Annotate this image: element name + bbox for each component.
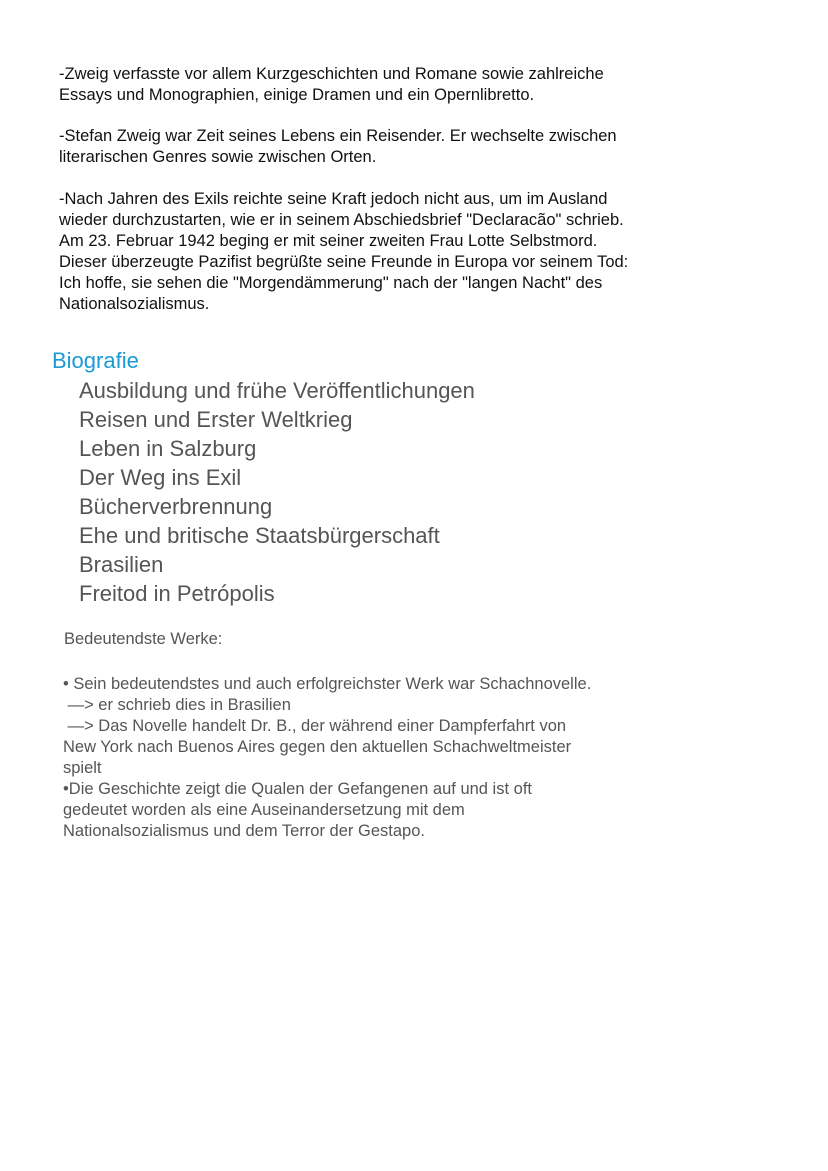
works-heading: Bedeutendste Werke: <box>64 630 223 648</box>
toc-item-salzburg[interactable]: Leben in Salzburg <box>79 436 257 461</box>
text-line: -Zweig verfasste vor allem Kurzgeschichten und Romane sowie zahlreiche <box>59 65 604 83</box>
text-line: Ich hoffe, sie sehen die "Morgendämmerung" nach der "langen Nacht" des <box>59 274 603 292</box>
toc-item-brasilien[interactable]: Brasilien <box>79 552 164 577</box>
toc-item-ausbildung[interactable]: Ausbildung und frühe Veröffentlichungen <box>79 378 475 403</box>
text-line: Nationalsozialismus. <box>59 295 210 313</box>
biografie-heading: Biografie <box>52 348 139 373</box>
works-line: •Die Geschichte zeigt die Qualen der Gefangenen auf und ist oft <box>63 780 532 798</box>
works-line: —> Das Novelle handelt Dr. B., der während einer Dampferfahrt von <box>63 717 567 735</box>
works-line: Nationalsozialismus und dem Terror der Gestapo. <box>63 822 425 840</box>
text-line: wieder durchzustarten, wie er in seinem Abschiedsbrief "Declaracão" schrieb. <box>59 211 624 229</box>
toc-item-freitod[interactable]: Freitod in Petrópolis <box>79 581 275 606</box>
text-line: literarischen Genres sowie zwischen Orten. <box>59 148 377 166</box>
toc-item-exil[interactable]: Der Weg ins Exil <box>79 465 242 490</box>
text-line: Dieser überzeugte Pazifist begrüßte seine Freunde in Europa vor seinem Tod: <box>59 253 629 271</box>
works-line: • Sein bedeutendstes und auch erfolgreichster Werk war Schachnovelle. <box>63 675 592 693</box>
works-line: gedeutet worden als eine Auseinandersetzung mit dem <box>63 801 465 819</box>
biografie-toc <box>79 376 475 608</box>
works-notes <box>63 674 763 842</box>
toc-item-buecherverbrennung[interactable]: Bücherverbrennung <box>79 494 273 519</box>
intro-paragraph-exile <box>59 189 759 315</box>
text-line: Am 23. Februar 1942 beging er mit seiner zweiten Frau Lotte Selbstmord. <box>59 232 598 250</box>
text-line: -Nach Jahren des Exils reichte seine Kraft jedoch nicht aus, um im Ausland <box>59 190 608 208</box>
intro-paragraph-works <box>59 64 759 106</box>
text-line: -Stefan Zweig war Zeit seines Lebens ein Reisender. Er wechselte zwischen <box>59 127 617 145</box>
works-line: spielt <box>63 759 102 777</box>
text-line: Essays und Monographien, einige Dramen und ein Opernlibretto. <box>59 86 535 104</box>
intro-paragraph-traveler <box>59 126 759 168</box>
toc-item-reisen[interactable]: Reisen und Erster Weltkrieg <box>79 407 353 432</box>
works-line: —> er schrieb dies in Brasilien <box>63 696 291 714</box>
works-line: New York nach Buenos Aires gegen den aktuellen Schachweltmeister <box>63 738 572 756</box>
toc-item-ehe[interactable]: Ehe und britische Staatsbürgerschaft <box>79 523 440 548</box>
